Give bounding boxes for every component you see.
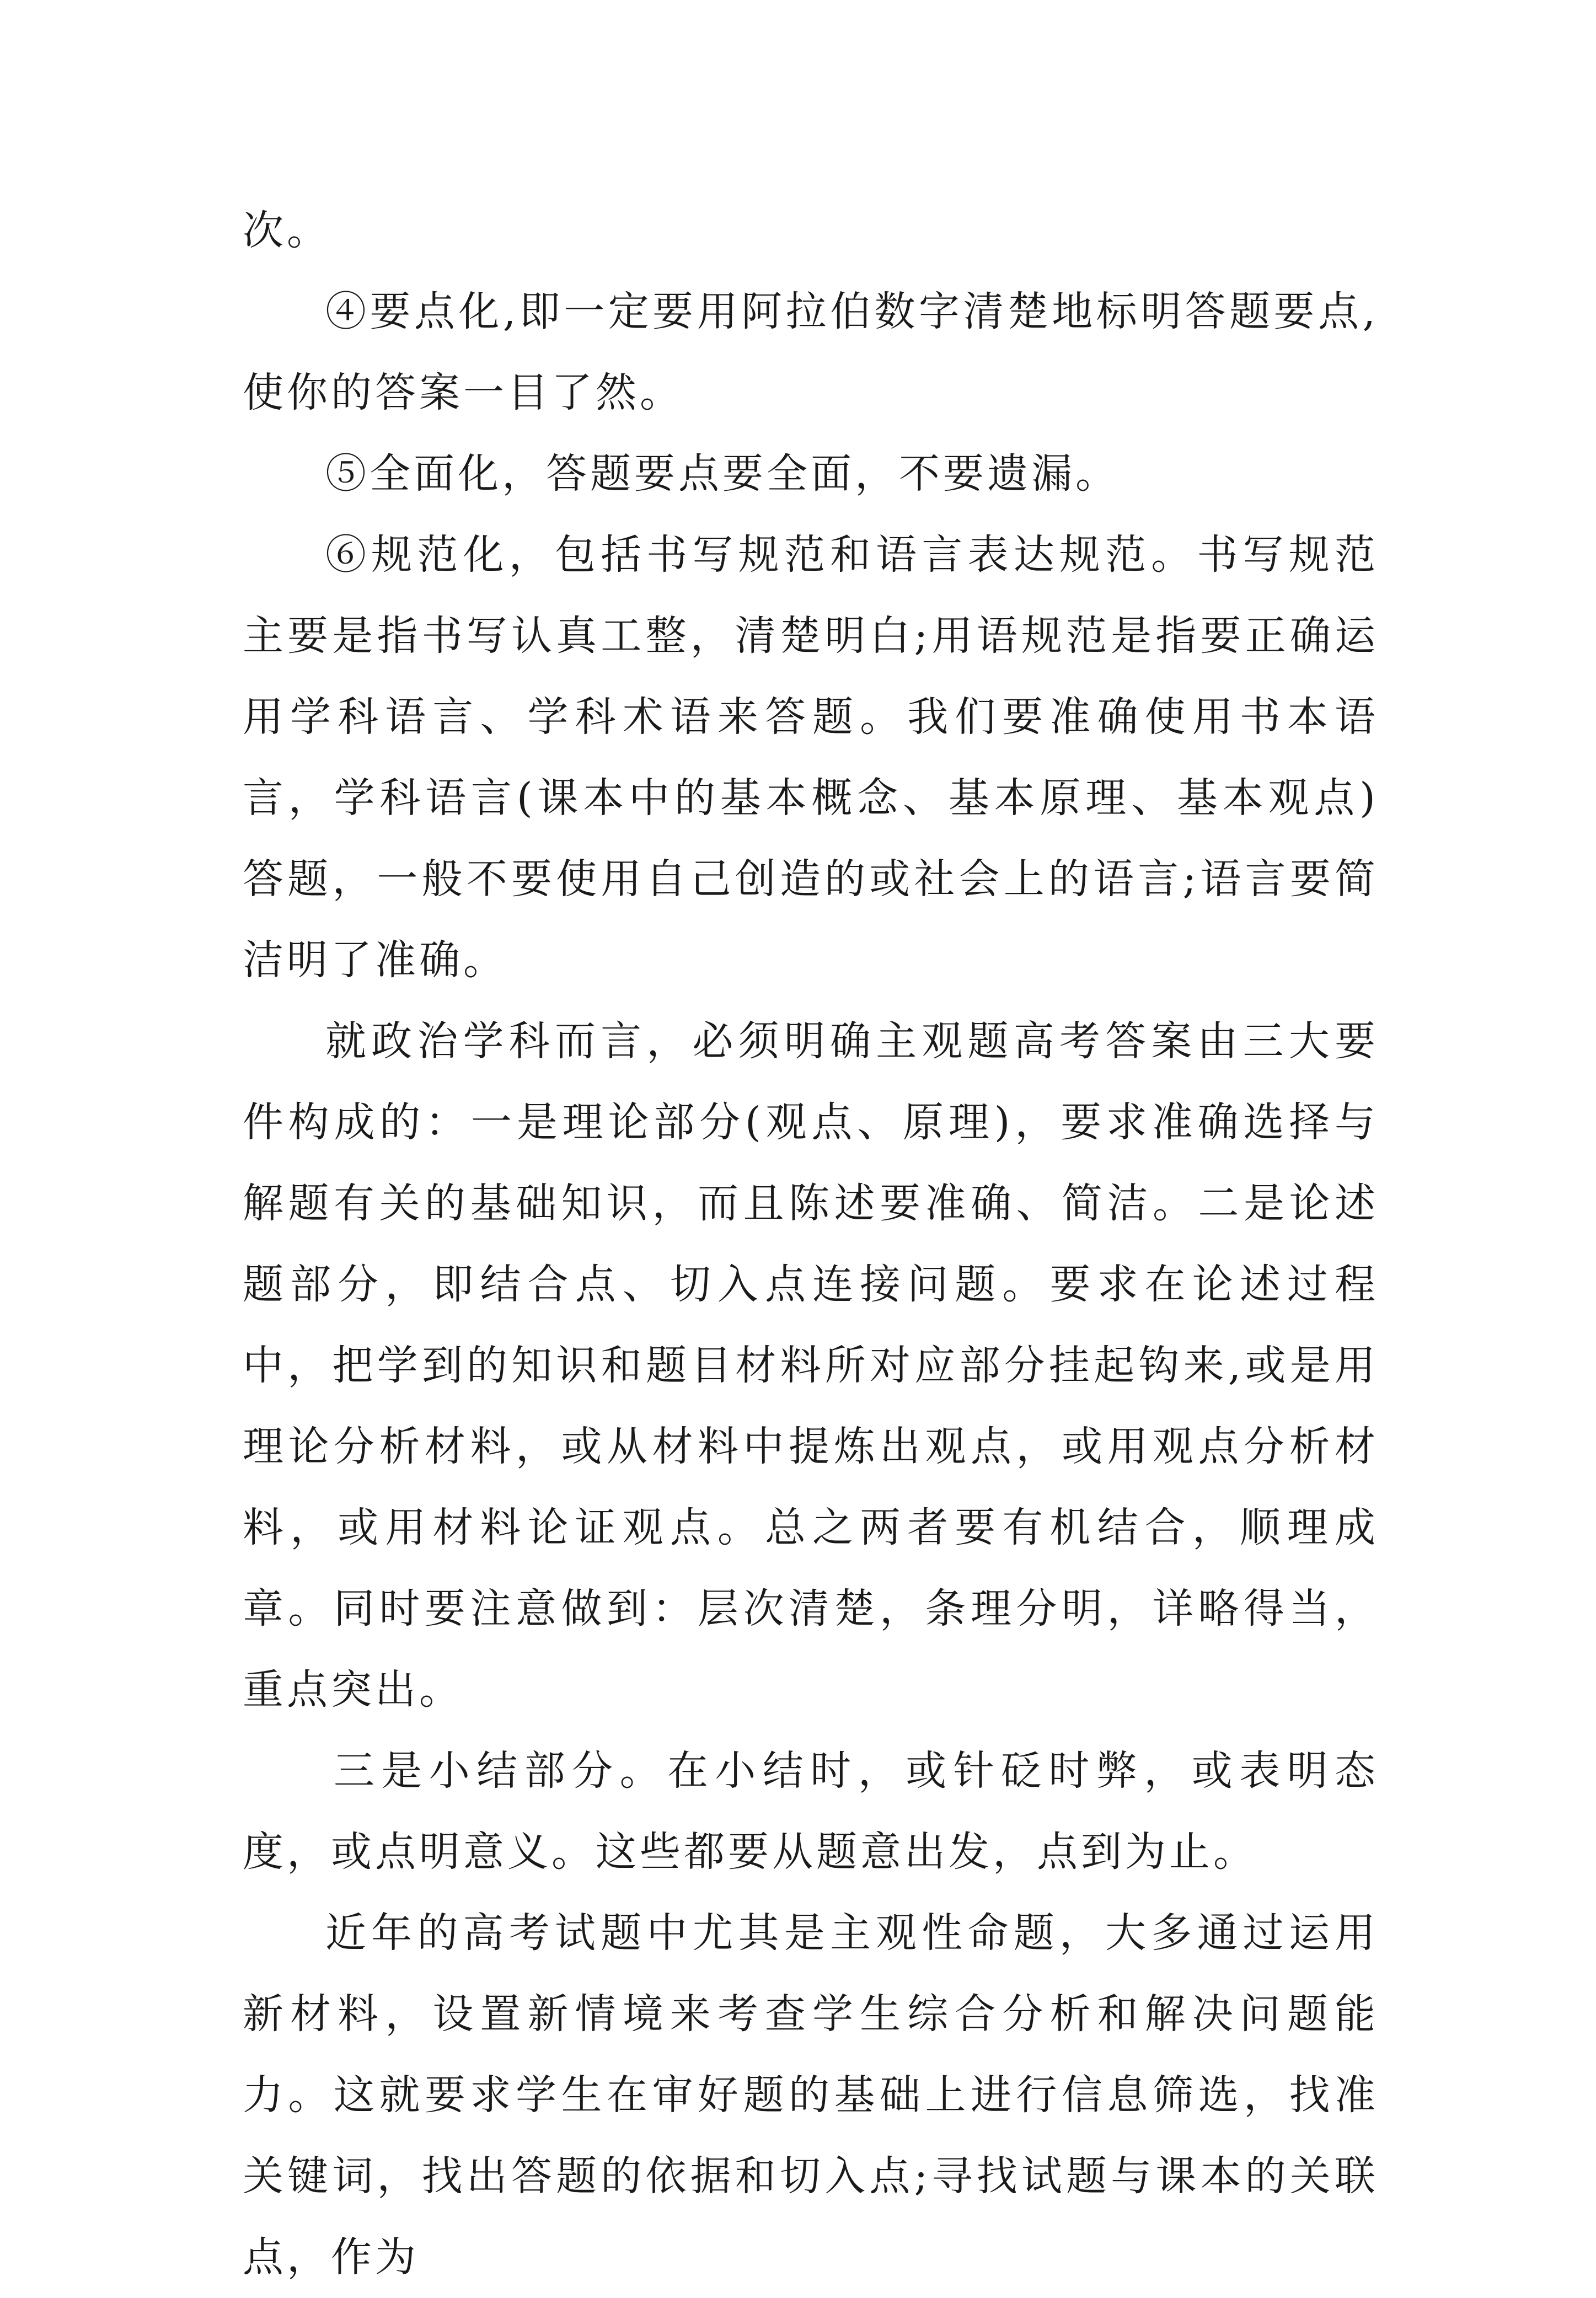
paragraph-point-4: ④要点化,即一定要用阿拉伯数字清楚地标明答题要点,使你的答案一目了然。 bbox=[243, 288, 1379, 416]
document-body bbox=[243, 190, 1379, 2298]
paragraph-summary-part: 三是小结部分。在小结时，或针砭时弊，或表明态度，或点明意义。这些都要从题意出发，点到为止。 bbox=[243, 1747, 1379, 1876]
paragraph-point-5: ⑤全面化，答题要点要全面，不要遗漏。 bbox=[325, 450, 1120, 497]
paragraph-point-6: ⑥规范化，包括书写规范和语言表达规范。书写规范主要是指书写认真工整，清楚明白;用语规范是指要正确运用学科语言、学科术语来答题。我们要准确使用书本语言，学科语言(课本中的基本概念、基本原理、基本观点)答题，一般不要使用自己创造的或社会上的语言;语言要简洁明了准确。 bbox=[243, 531, 1379, 984]
paragraph-recent-exams: 近年的高考试题中尤其是主观性命题，大多通过运用新材料，设置新情境来考查学生综合分析和解决问题能力。这就要求学生在审好题的基础上进行信息筛选，找准关键词，找出答题的依据和切入点;寻找试题与课本的关联点，作为 bbox=[243, 1909, 1379, 2281]
paragraph-politics-answer-structure: 就政治学科而言，必须明确主观题高考答案由三大要件构成的：一是理论部分(观点、原理)，要求准确选择与解题有关的基础知识，而且陈述要准确、简洁。二是论述题部分，即结合点、切入点连接问题。要求在论述过程中，把学到的知识和题目材料所对应部分挂起钩来,或是用理论分析材料，或从材料中提炼出观点，或用观点分析材料，或用材料论证观点。总之两者要有机结合，顺理成章。同时要注意做到：层次清楚，条理分明，详略得当，重点突出。 bbox=[243, 1017, 1379, 1713]
paragraph-continuation: 次。 bbox=[243, 207, 331, 254]
